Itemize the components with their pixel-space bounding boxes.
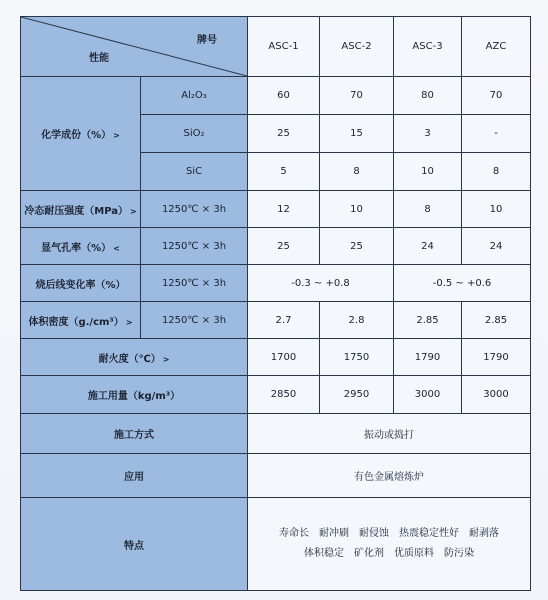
value-cell: 24 [462,228,531,265]
label-refractoriness: 耐火度（℃） > [21,339,248,376]
value-cell: 3 [394,115,462,153]
chevron-left-icon: < [113,243,120,253]
value-cell: 25 [248,228,320,265]
value-cell: 8 [462,153,531,191]
row-porosity [21,228,531,265]
value-cell: 1790 [462,339,531,376]
value-cell: 10 [462,191,531,228]
label-application: 应用 [21,454,248,498]
grade-header-1: ASC-1 [248,17,320,77]
chevron-right-icon: > [130,206,137,216]
value-cell: 25 [320,228,394,265]
row-features [21,498,531,591]
component-sic: SiC [141,153,248,191]
value-cell: 1750 [320,339,394,376]
value-cell: 70 [462,77,531,115]
value-cell: 10 [320,191,394,228]
condition-cell: 1250℃ × 3h [141,302,248,339]
header-corner-cell [21,17,248,77]
property-label: 性能 [89,53,109,64]
construction-value: 振动或捣打 [248,414,531,454]
label-bulk-density: 体积密度（g./cm³） > [21,302,141,339]
value-cell: 70 [320,77,394,115]
merged-value-cell: -0.5 ~ +0.6 [394,265,531,302]
condition-cell: 1250℃ × 3h [141,265,248,302]
value-cell: 8 [394,191,462,228]
features-value [248,498,531,591]
value-cell: 25 [248,115,320,153]
header-row [21,17,531,77]
brand-label: 牌号 [197,35,217,46]
label-features: 特点 [21,498,248,591]
row-refractoriness [21,339,531,376]
features-line-2: 体积稳定 矿化剂 优质原料 防污染 [304,548,474,559]
grade-header-3: ASC-3 [394,17,462,77]
label-linear-change: 烧后线变化率（%） [21,265,141,302]
value-cell: 2.85 [394,302,462,339]
chevron-right-icon: > [162,354,170,364]
features-line-1: 寿命长 耐冲刷 耐侵蚀 热震稳定性好 耐剥落 [279,528,499,539]
merged-value-cell: -0.3 ~ +0.8 [248,265,394,302]
value-cell: 1700 [248,339,320,376]
value-cell: 3000 [462,376,531,414]
value-cell: 2950 [320,376,394,414]
value-cell: 2850 [248,376,320,414]
row-compressive-strength [21,191,531,228]
component-sio2: SiO₂ [141,115,248,153]
value-cell: 15 [320,115,394,153]
value-cell: - [462,115,531,153]
label-usage: 施工用量（kg/m³） [21,376,248,414]
chevron-right-icon: > [125,317,133,327]
row-application [21,454,531,498]
value-cell: 24 [394,228,462,265]
row-linear-change [21,265,531,302]
chevron-right-icon: > [113,131,120,140]
grade-header-4: AZC [462,17,531,77]
value-cell: 80 [394,77,462,115]
label-porosity: 显气孔率（%） < [21,228,141,265]
value-cell: 5 [248,153,320,191]
row-usage [21,376,531,414]
value-cell: 2.7 [248,302,320,339]
header-diagonal-line [21,17,247,76]
chemistry-label: 化学成份（%） > [21,77,141,191]
value-cell: 10 [394,153,462,191]
condition-cell: 1250℃ × 3h [141,228,248,265]
value-cell: 3000 [394,376,462,414]
value-cell: 12 [248,191,320,228]
label-construction: 施工方式 [21,414,248,454]
application-value: 有色金属熔炼炉 [248,454,531,498]
component-al2o3: Al₂O₃ [141,77,248,115]
chem-row-al2o3 [21,77,531,115]
spec-table [20,16,531,591]
label-compressive-strength: 冷态耐压强度（MPa） > [21,191,141,228]
value-cell: 60 [248,77,320,115]
grade-header-2: ASC-2 [320,17,394,77]
value-cell: 2.85 [462,302,531,339]
condition-cell: 1250℃ × 3h [141,191,248,228]
value-cell: 8 [320,153,394,191]
row-construction [21,414,531,454]
row-bulk-density [21,302,531,339]
value-cell: 1790 [394,339,462,376]
value-cell: 2.8 [320,302,394,339]
